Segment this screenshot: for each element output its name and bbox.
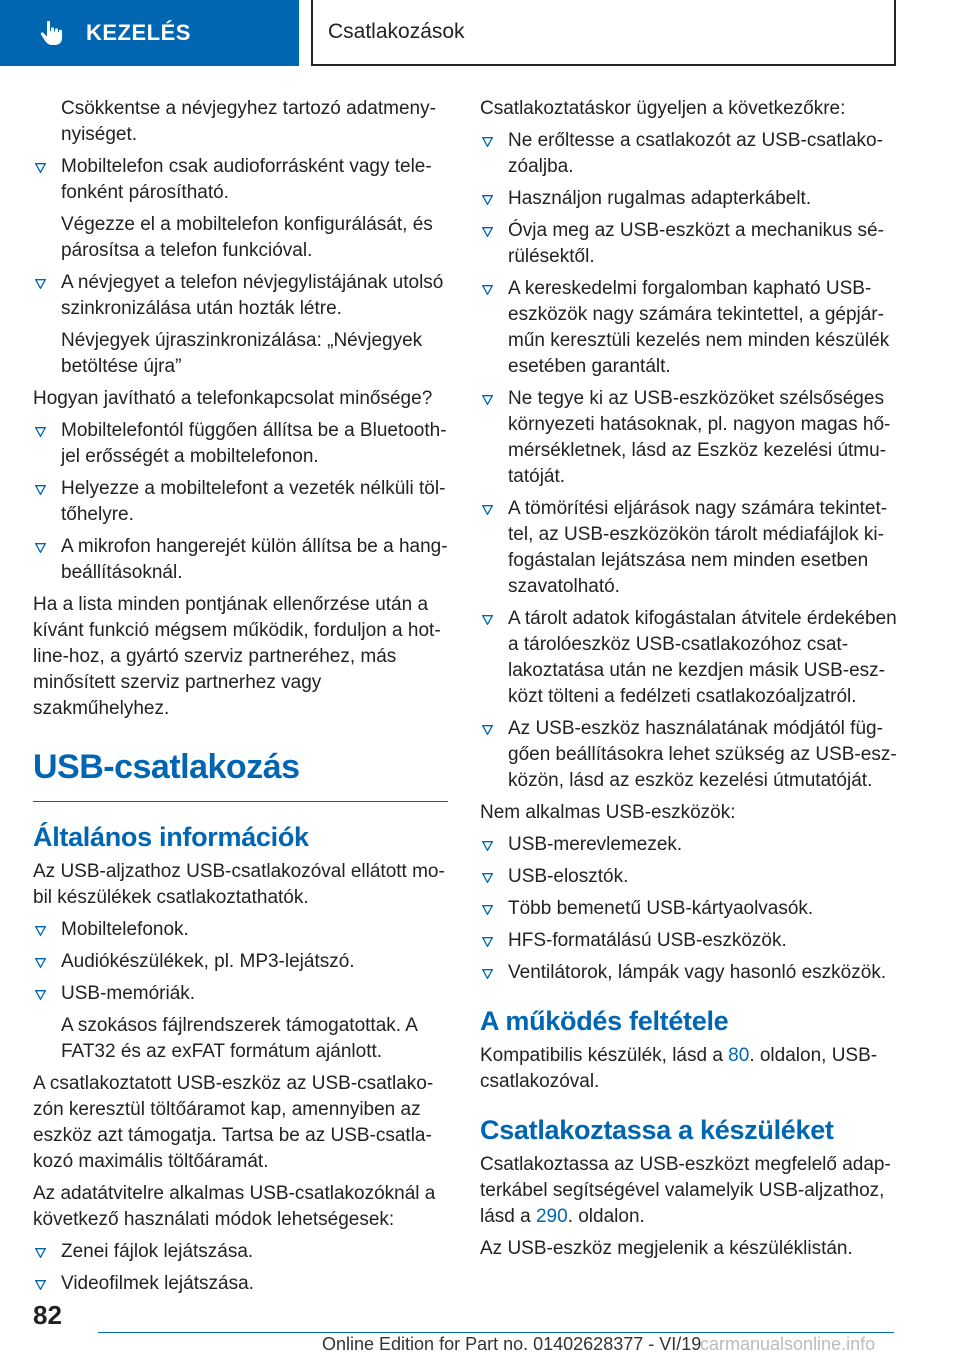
right-column <box>480 96 898 1268</box>
list-item <box>480 928 898 954</box>
list-item-text: A mikrofon hangerejét külön állítsa be a hangbeállításoknál. <box>61 536 448 583</box>
list-item-text: Audiókészülékek, pl. MP3-lejátszó. <box>61 951 355 972</box>
paragraph <box>480 1152 898 1230</box>
paragraph-text: Kompatibilis készülék, lásd a <box>480 1045 729 1066</box>
list-item <box>33 981 448 1007</box>
paragraph: A csatlakoztatott USB-eszköz az USB-csatlakozón keresztül töltőáramot kap, amennyiben az eszköz azt támogatja. Tartsa be az USB-csatlakozó maximális töltőáramát. <box>33 1073 434 1172</box>
triangle-bullet-icon <box>35 163 46 173</box>
paragraph <box>480 1043 898 1095</box>
left-column <box>33 96 448 1303</box>
list-item-text: HFS-formatálású USB-eszközök. <box>508 930 787 951</box>
list-item-text: Több bemenetű USB-kártyaolvasók. <box>508 898 814 919</box>
triangle-bullet-icon <box>482 873 493 883</box>
list-item <box>33 154 448 206</box>
section-tab-label: KEZELÉS <box>86 20 191 45</box>
list-item-text: USB-merevlemezek. <box>508 834 683 855</box>
chapter-title: Csatlakozások <box>311 0 896 66</box>
triangle-bullet-icon <box>35 485 46 495</box>
paragraph: Az adatátvitelre alkalmas USB-csatlakozóknál a következő használati módok lehetségesek: <box>33 1183 436 1230</box>
list-item <box>480 186 898 212</box>
list-item <box>33 476 448 528</box>
list-item <box>480 864 898 890</box>
list-item <box>480 832 898 858</box>
triangle-bullet-icon <box>482 505 493 515</box>
list-item <box>480 716 898 794</box>
triangle-bullet-icon <box>35 926 46 936</box>
list-item-text: USB-memóriák. <box>61 983 196 1004</box>
triangle-bullet-icon <box>35 990 46 1000</box>
list-item <box>480 606 898 710</box>
triangle-bullet-icon <box>482 937 493 947</box>
footer-divider <box>98 1332 894 1333</box>
list-item-text: Az USB-eszköz használatának módjától függően beállításokra lehet szükség az USB-eszközön, lásd az eszköz kezelési útmutatóját. <box>508 718 897 791</box>
list-item-text: A névjegyet a telefon névjegylistájának utolsó szinkronizálása után hozták létre. <box>61 272 444 319</box>
page-reference-link[interactable]: 80 <box>728 1045 750 1066</box>
triangle-bullet-icon <box>35 958 46 968</box>
list-item-text: A tömörítési eljárások nagy számára tekintettel, az USB-eszközökön tárolt médiafájlok kifogástalan lejátszása nem minden esetben szavatolható. <box>508 498 888 597</box>
triangle-bullet-icon <box>482 725 493 735</box>
list-item-text: Zenei fájlok lejátszása. <box>61 1241 254 1262</box>
list-item-text: Használjon rugalmas adapterkábelt. <box>508 188 812 209</box>
list-item <box>480 960 898 986</box>
list-item <box>33 418 448 470</box>
list-item-text: Helyezze a mobiltelefont a vezeték nélküli töltőhelyre. <box>61 478 446 525</box>
paragraph: Az USB-eszköz megjelenik a készüléklistán. <box>480 1238 853 1259</box>
list-item <box>480 896 898 922</box>
list-item <box>33 917 448 943</box>
paragraph: Az USB-aljzathoz USB-csatlakozóval ellátott mobil készülékek csatlakoztathatók. <box>33 861 445 908</box>
hand-pointer-icon <box>38 19 66 47</box>
triangle-bullet-icon <box>482 395 493 405</box>
list-item <box>33 1271 448 1297</box>
triangle-bullet-icon <box>35 1280 46 1290</box>
paragraph: Végezze el a mobiltelefon konfigurálását, és párosítsa a telefon funkcióval. <box>61 214 433 261</box>
paragraph: Csökkentse a névjegyhez tartozó adatmenynyiséget. <box>61 98 436 145</box>
paragraph: Nem alkalmas USB-eszközök: <box>480 802 736 823</box>
triangle-bullet-icon <box>482 195 493 205</box>
paragraph: Ha a lista minden pontjának ellenőrzése után a kívánt funkció mégsem működik, forduljon a hotline-hoz, a gyártó szerviz partneréhez, más minősített szerviz partnerhez vagy szakműhelyhez. <box>33 594 441 719</box>
list-item-text: Mobiltelefon csak audioforrásként vagy telefonként párosítható. <box>61 156 432 203</box>
list-item-text: USB-elosztók. <box>508 866 629 887</box>
triangle-bullet-icon <box>482 615 493 625</box>
list-item-text: Ne erőltesse a csatlakozót az USB-csatlakozóaljba. <box>508 130 883 177</box>
list-item-text: Videofilmek lejátszása. <box>61 1273 254 1294</box>
paragraph-text: . oldalon, USB-csatlakozóval. <box>480 1045 878 1092</box>
watermark: carmanualsonline.info <box>700 1334 876 1354</box>
triangle-bullet-icon <box>35 279 46 289</box>
section-tab <box>0 0 299 66</box>
subsection-heading: Csatlakoztassa a készüléket <box>480 1115 834 1145</box>
paragraph-text: Csatlakoztassa az USB-eszközt megfelelő adapterkábel segítségével valamelyik USB-aljzathoz, lásd a <box>480 1154 891 1227</box>
paragraph-text: . oldalon. <box>567 1206 645 1227</box>
list-item <box>480 128 898 180</box>
subsection-heading: Általános információk <box>33 822 309 852</box>
list-item <box>480 496 898 600</box>
paragraph: Csatlakoztatáskor ügyeljen a következőkre: <box>480 98 846 119</box>
section-heading: USB-csatlakozás <box>33 748 448 802</box>
list-item <box>33 270 448 322</box>
triangle-bullet-icon <box>482 137 493 147</box>
list-item-text: Ventilátorok, lámpák vagy hasonló eszközök. <box>508 962 887 983</box>
list-item-text: A kereskedelmi forgalomban kapható USB-eszközök nagy számára tekintettel, a gépjárműn keresztüli kezelés nem minden készülék esetében garantált. <box>508 278 890 377</box>
edition-note: Online Edition for Part no. 01402628377 - VI/19 <box>322 1334 702 1354</box>
paragraph: Hogyan javítható a telefonkapcsolat minősége? <box>33 388 433 409</box>
paragraph: Névjegyek újraszinkronizálása: „Névjegyek betöltése újra” <box>61 330 423 377</box>
paragraph: A szokásos fájlrendszerek támogatottak. A FAT32 és az exFAT formátum ajánlott. <box>61 1015 417 1062</box>
page-reference-link[interactable]: 290 <box>535 1206 568 1227</box>
triangle-bullet-icon <box>35 543 46 553</box>
list-item-text: Mobiltelefonok. <box>61 919 189 940</box>
list-item <box>33 1239 448 1265</box>
triangle-bullet-icon <box>482 285 493 295</box>
list-item-text: Óvja meg az USB-eszközt a mechanikus sérülésektől. <box>508 220 884 267</box>
triangle-bullet-icon <box>482 905 493 915</box>
list-item-text: A tárolt adatok kifogástalan átvitele érdekében a tárolóeszköz USB-csatlakozóhoz csatlakoztatása után ne kezdjen másik USB-eszközt tölteni a fedélzeti csatlakozóaljzatról. <box>508 608 897 707</box>
triangle-bullet-icon <box>482 969 493 979</box>
list-item <box>33 534 448 586</box>
list-item <box>480 386 898 490</box>
subsection-heading: A működés feltétele <box>480 1006 729 1036</box>
list-item <box>480 276 898 380</box>
list-item-text: Mobiltelefontól függően állítsa be a Bluetooth-jel erősségét a mobiltelefonon. <box>61 420 447 467</box>
list-item <box>33 949 448 975</box>
triangle-bullet-icon <box>35 1248 46 1258</box>
triangle-bullet-icon <box>482 841 493 851</box>
triangle-bullet-icon <box>35 427 46 437</box>
page-number: 82 <box>33 1300 62 1330</box>
list-item-text: Ne tegye ki az USB-eszközöket szélsőséges környezeti hatásoknak, pl. nagyon magas hőmérsékletnek, lásd az Eszköz kezelési útmutatóját. <box>508 388 891 487</box>
triangle-bullet-icon <box>482 227 493 237</box>
list-item <box>480 218 898 270</box>
